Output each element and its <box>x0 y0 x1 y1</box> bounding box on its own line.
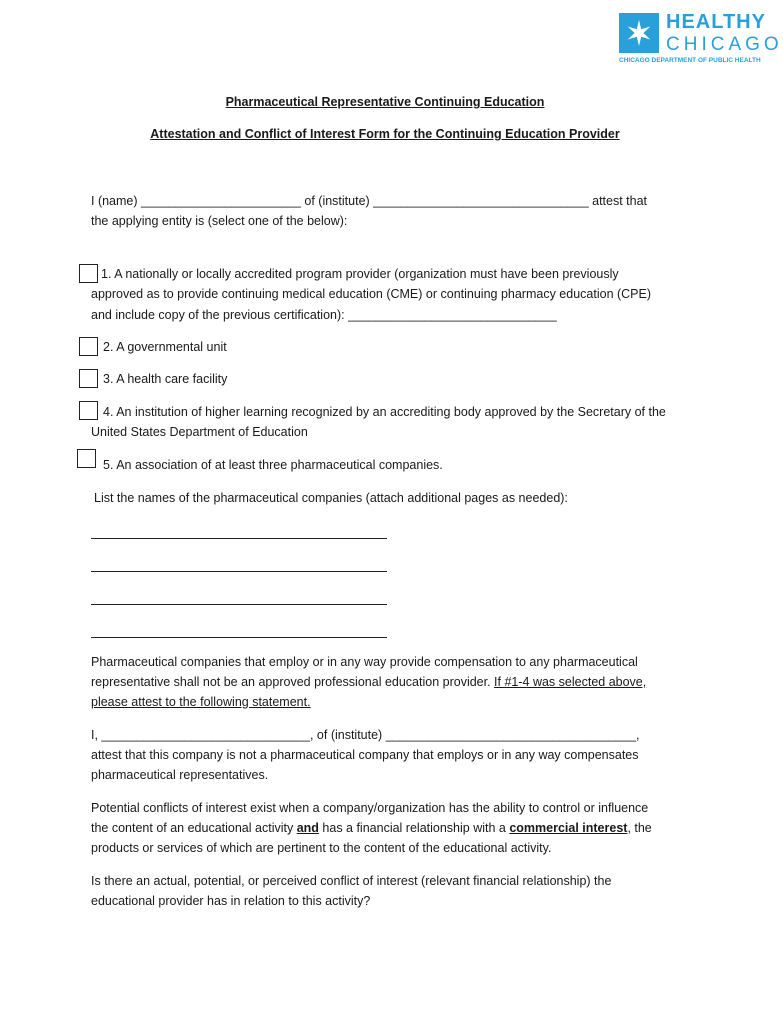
option-3-label: 3. A health care facility <box>103 372 228 386</box>
option-4-label-cont: United States Department of Education <box>91 425 308 439</box>
option-4-label: 4. An institution of higher learning recognized by an accrediting body approved by the Secretary of the <box>103 405 666 419</box>
logo-word-chicago: CHICAGO <box>666 34 783 55</box>
option-1-checkbox[interactable] <box>79 264 98 283</box>
para-3-line-1: Potential conflicts of interest exist when a company/organization has the ability to control or influence <box>91 801 649 815</box>
option-5-label: 5. An association of at least three pharmaceutical companies. <box>103 458 443 472</box>
logo-department: CHICAGO DEPARTMENT OF PUBLIC HEALTH <box>619 57 761 64</box>
option-1-label-cont: approved as to provide continuing medical education (CME) or continuing pharmacy education (CPE) <box>91 287 652 301</box>
option-5-checkbox[interactable] <box>77 449 96 468</box>
para-1-line-3: please attest to the following statement. <box>91 695 311 709</box>
para-2-line-2: attest that this company is not a pharmaceutical company that employs or in any way compensates <box>91 748 639 762</box>
para-3-line-2 <box>91 818 652 838</box>
attest-name-institute: I (name) _______________________ of (institute) _______________________________ attest that <box>91 194 648 208</box>
para-3-commercial-interest: commercial interest <box>509 821 628 835</box>
para-1-text: representative shall not be an approved professional education provider. <box>91 675 495 689</box>
para-3-line-3: products or services of which are pertinent to the content of the educational activity. <box>91 841 552 855</box>
para-2-line-3: pharmaceutical representatives. <box>91 768 269 782</box>
para-4-line-1: Is there an actual, potential, or perceived conflict of interest (relevant financial relationship) the <box>91 874 612 888</box>
company-name-line-3[interactable] <box>91 604 387 605</box>
para-1-line-2 <box>91 672 646 692</box>
para-3-text-e: , the <box>627 821 652 835</box>
company-name-line-4[interactable] <box>91 637 387 638</box>
para-3-text-c: has a financial relationship with a <box>318 821 510 835</box>
para-2-line-1: I, ______________________________, of (institute) ____________________________________, <box>91 728 640 742</box>
option-1-certification: and include copy of the previous certification): ______________________________ <box>91 308 557 322</box>
para-3-text-a: the content of an educational activity <box>91 821 297 835</box>
option-3-checkbox[interactable] <box>79 369 98 388</box>
company-name-line-1[interactable] <box>91 538 387 539</box>
companies-list-prompt: List the names of the pharmaceutical companies (attach additional pages as needed): <box>94 491 568 505</box>
form-title: Pharmaceutical Representative Continuing Education <box>225 95 545 109</box>
logo-word-healthy: HEALTHY <box>666 11 766 33</box>
option-1-label: 1. A nationally or locally accredited program provider (organization must have been previously <box>101 267 619 281</box>
para-1-if-selected: If #1-4 was selected above, <box>494 675 647 689</box>
para-3-and: and <box>296 821 319 835</box>
attest-select-prompt: the applying entity is (select one of the below): <box>91 214 348 228</box>
option-2-label: 2. A governmental unit <box>103 340 227 354</box>
para-4-line-2: educational provider has in relation to this activity? <box>91 894 371 908</box>
company-name-line-2[interactable] <box>91 571 387 572</box>
option-2-checkbox[interactable] <box>79 337 98 356</box>
form-subtitle: Attestation and Conflict of Interest Form for the Continuing Education Provider <box>150 127 620 141</box>
chicago-star-icon <box>619 13 659 53</box>
option-4-checkbox[interactable] <box>79 401 98 420</box>
logo-badge <box>619 13 659 53</box>
para-1-line-1: Pharmaceutical companies that employ or in any way provide compensation to any pharmaceutical <box>91 655 638 669</box>
